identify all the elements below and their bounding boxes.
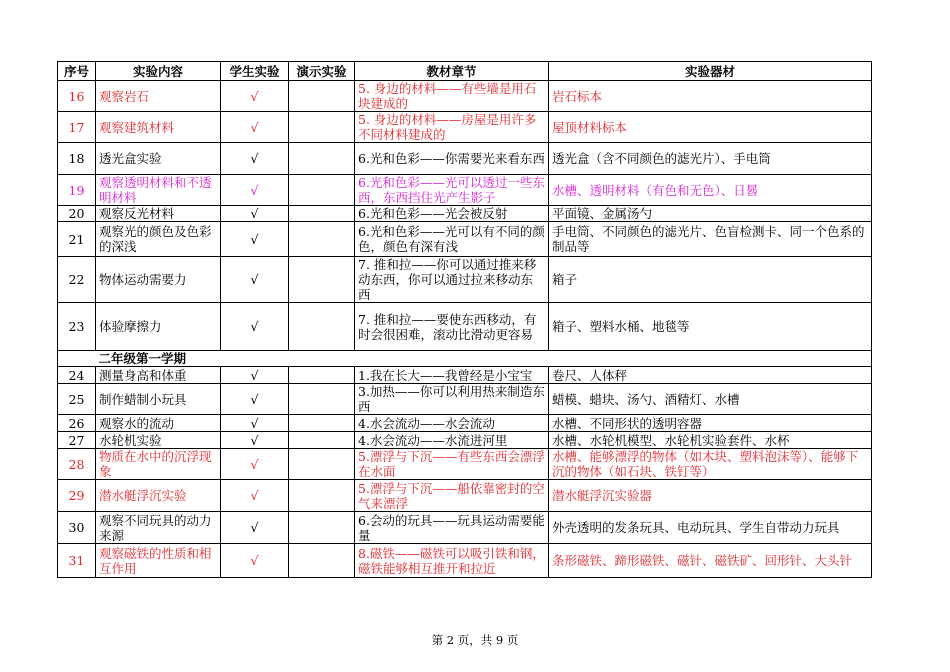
textbook-chapter-cell: 1.我在长大——我曾经是小宝宝	[355, 367, 549, 384]
textbook-chapter-cell: 3.加热——你可以利用热来制造东西	[355, 384, 549, 415]
row-number-cell: 21	[58, 222, 96, 257]
textbook-chapter-cell: 4.水会流动——水会流动	[355, 415, 549, 432]
column-header: 实验内容	[96, 62, 221, 81]
header-row	[58, 62, 872, 81]
student-check-cell: √	[221, 384, 289, 415]
demo-check-cell	[289, 175, 355, 206]
row-number-cell: 28	[58, 449, 96, 480]
student-check-cell: √	[221, 480, 289, 512]
experiment-content-cell: 水轮机实验	[96, 432, 221, 449]
equipment-cell: 条形磁铁、蹄形磁铁、磁针、磁铁矿、回形针、大头针	[549, 544, 872, 578]
row-number-cell: 30	[58, 512, 96, 544]
table-row	[58, 303, 872, 351]
table-row	[58, 480, 872, 512]
textbook-chapter-cell: 7. 推和拉——要使东西移动，有时会很困难，滚动比滑动更容易	[355, 303, 549, 351]
demo-check-cell	[289, 206, 355, 222]
page-footer: 第 2 页，共 9 页	[431, 633, 519, 647]
table-row	[58, 206, 872, 222]
equipment-cell: 屋顶材料标本	[549, 112, 872, 143]
student-check-cell: √	[221, 512, 289, 544]
experiment-content-cell: 测量身高和体重	[96, 367, 221, 384]
experiment-content-cell: 观察岩石	[96, 81, 221, 112]
demo-check-cell	[289, 384, 355, 415]
student-check-cell: √	[221, 449, 289, 480]
student-check-cell: √	[221, 432, 289, 449]
experiment-content-cell: 制作蜡制小玩具	[96, 384, 221, 415]
table-row	[58, 544, 872, 578]
table-row	[58, 432, 872, 449]
row-number-cell: 31	[58, 544, 96, 578]
demo-check-cell	[289, 81, 355, 112]
student-check-cell: √	[221, 303, 289, 351]
table-row	[58, 222, 872, 257]
demo-check-cell	[289, 512, 355, 544]
textbook-chapter-cell: 8.磁铁——磁铁可以吸引铁和钢，磁铁能够相互推开和拉近	[355, 544, 549, 578]
row-number-cell: 27	[58, 432, 96, 449]
demo-check-cell	[289, 544, 355, 578]
table-row	[58, 367, 872, 384]
experiment-content-cell: 物体运动需要力	[96, 257, 221, 303]
experiment-content-cell: 物质在水中的沉浮现象	[96, 449, 221, 480]
equipment-cell: 箱子	[549, 257, 872, 303]
student-check-cell: √	[221, 544, 289, 578]
demo-check-cell	[289, 143, 355, 175]
student-check-cell: √	[221, 175, 289, 206]
demo-check-cell	[289, 367, 355, 384]
column-header: 演示实验	[289, 62, 355, 81]
row-number-cell: 20	[58, 206, 96, 222]
equipment-cell: 手电筒、不同颜色的滤光片、色盲检测卡、同一个色系的制品等	[549, 222, 872, 257]
demo-check-cell	[289, 303, 355, 351]
row-number-cell: 23	[58, 303, 96, 351]
experiment-content-cell: 体验摩擦力	[96, 303, 221, 351]
table-row	[58, 384, 872, 415]
demo-check-cell	[289, 222, 355, 257]
experiment-table	[57, 61, 872, 578]
equipment-cell: 水槽、能够漂浮的物体（如木块、塑料泡沫等）、能够下沉的物体（如石块、铁钉等）	[549, 449, 872, 480]
student-check-cell: √	[221, 415, 289, 432]
textbook-chapter-cell: 4.水会流动——水流进河里	[355, 432, 549, 449]
textbook-chapter-cell: 5. 身边的材料——房屋是用许多不同材料建成的	[355, 112, 549, 143]
demo-check-cell	[289, 257, 355, 303]
textbook-chapter-cell: 7. 推和拉——你可以通过推来移动东西，你可以通过拉来移动东西	[355, 257, 549, 303]
equipment-cell: 外壳透明的发条玩具、电动玩具、学生自带动力玩具	[549, 512, 872, 544]
textbook-chapter-cell: 6.光和色彩——光可以透过一些东西，东西挡住光产生影子	[355, 175, 549, 206]
experiment-content-cell: 观察水的流动	[96, 415, 221, 432]
equipment-cell: 透光盒（含不同颜色的滤光片）、手电筒	[549, 143, 872, 175]
textbook-chapter-cell: 6.光和色彩——光会被反射	[355, 206, 549, 222]
demo-check-cell	[289, 480, 355, 512]
textbook-chapter-cell: 5.漂浮与下沉——有些东西会漂浮在水面	[355, 449, 549, 480]
experiment-content-cell: 潜水艇浮沉实验	[96, 480, 221, 512]
table-row	[58, 112, 872, 143]
equipment-cell: 卷尺、人体秤	[549, 367, 872, 384]
table-row	[58, 81, 872, 112]
equipment-cell: 水槽、不同形状的透明容器	[549, 415, 872, 432]
row-number-cell: 29	[58, 480, 96, 512]
row-number-cell: 16	[58, 81, 96, 112]
table-row	[58, 415, 872, 432]
table-row	[58, 143, 872, 175]
table-row	[58, 175, 872, 206]
experiment-content-cell: 观察不同玩具的动力来源	[96, 512, 221, 544]
column-header: 实验器材	[549, 62, 872, 81]
section-row	[58, 351, 872, 367]
student-check-cell: √	[221, 257, 289, 303]
demo-check-cell	[289, 449, 355, 480]
demo-check-cell	[289, 112, 355, 143]
student-check-cell: √	[221, 222, 289, 257]
experiment-content-cell: 观察反光材料	[96, 206, 221, 222]
textbook-chapter-cell: 6.光和色彩——光可以有不同的颜色，颜色有深有浅	[355, 222, 549, 257]
experiment-content-cell: 观察透明材料和不透明材料	[96, 175, 221, 206]
student-check-cell: √	[221, 143, 289, 175]
section-spacer	[58, 351, 96, 367]
column-header: 序号	[58, 62, 96, 81]
experiment-content-cell: 透光盒实验	[96, 143, 221, 175]
student-check-cell: √	[221, 81, 289, 112]
textbook-chapter-cell: 5.漂浮与下沉——船依靠密封的空气来漂浮	[355, 480, 549, 512]
table-row	[58, 257, 872, 303]
experiment-content-cell: 观察建筑材料	[96, 112, 221, 143]
section-title: 二年级第一学期	[96, 351, 872, 367]
student-check-cell: √	[221, 112, 289, 143]
equipment-cell: 水槽、透明材料（有色和无色）、日晷	[549, 175, 872, 206]
textbook-chapter-cell: 5. 身边的材料——有些墙是用石块建成的	[355, 81, 549, 112]
row-number-cell: 17	[58, 112, 96, 143]
demo-check-cell	[289, 432, 355, 449]
row-number-cell: 25	[58, 384, 96, 415]
row-number-cell: 22	[58, 257, 96, 303]
table-row	[58, 449, 872, 480]
table-body	[58, 81, 872, 578]
textbook-chapter-cell: 6.会动的玩具——玩具运动需要能量	[355, 512, 549, 544]
experiment-content-cell: 观察磁铁的性质和相互作用	[96, 544, 221, 578]
textbook-chapter-cell: 6.光和色彩——你需要光来看东西	[355, 143, 549, 175]
equipment-cell: 岩石标本	[549, 81, 872, 112]
student-check-cell: √	[221, 367, 289, 384]
equipment-cell: 潜水艇浮沉实验器	[549, 480, 872, 512]
equipment-cell: 平面镜、金属汤勺	[549, 206, 872, 222]
equipment-cell: 蜡模、蜡块、汤勺、酒精灯、水槽	[549, 384, 872, 415]
row-number-cell: 24	[58, 367, 96, 384]
table-row	[58, 512, 872, 544]
demo-check-cell	[289, 415, 355, 432]
column-header: 学生实验	[221, 62, 289, 81]
student-check-cell: √	[221, 206, 289, 222]
row-number-cell: 19	[58, 175, 96, 206]
column-header: 教材章节	[355, 62, 549, 81]
row-number-cell: 18	[58, 143, 96, 175]
equipment-cell: 水槽、水轮机模型、水轮机实验套件、水杯	[549, 432, 872, 449]
experiment-content-cell: 观察光的颜色及色彩的深浅	[96, 222, 221, 257]
row-number-cell: 26	[58, 415, 96, 432]
equipment-cell: 箱子、塑料水桶、地毯等	[549, 303, 872, 351]
